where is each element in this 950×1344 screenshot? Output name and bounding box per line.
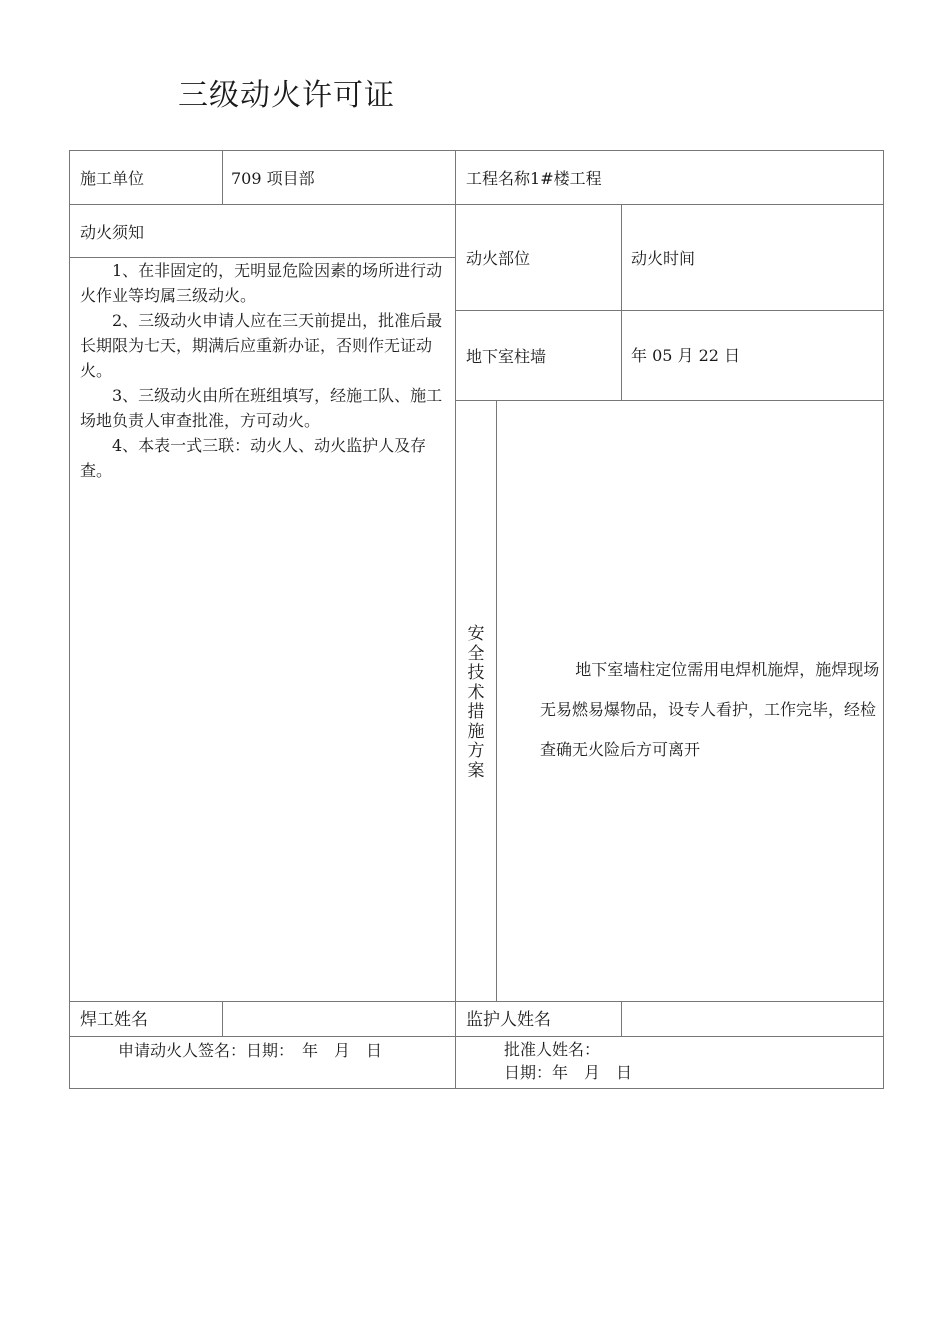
safety-measures-label: 安全技术措施方案 — [467, 624, 485, 781]
table-line — [496, 400, 497, 1001]
table-line — [456, 400, 884, 401]
table-line — [883, 150, 884, 1089]
approver-date: 日期：年 月 日 — [504, 1063, 633, 1082]
table-line — [69, 150, 70, 1089]
fire-time-label: 动火时间 — [631, 249, 696, 268]
project-label: 工程名称 — [466, 169, 531, 188]
project-value: 1#楼工程 — [530, 169, 602, 188]
notice-item: 3、三级动火由所在班组填写，经施工队、施工场地负责人审查批准，方可动火。 — [80, 386, 443, 430]
table-line — [69, 1036, 884, 1037]
supervisor-name-label: 监护人姓名 — [466, 1010, 551, 1030]
notice-item: 4、本表一式三联：动火人、动火监护人及存查。 — [80, 436, 427, 480]
project-name-field — [466, 169, 602, 189]
welder-name-label: 焊工姓名 — [80, 1010, 148, 1030]
unit-label: 施工单位 — [80, 169, 145, 188]
table-line — [621, 1001, 622, 1036]
table-line — [69, 1001, 884, 1002]
unit-value: 709 项目部 — [231, 169, 315, 188]
notice-list — [80, 258, 452, 483]
table-line — [222, 150, 223, 204]
safety-measures-text: 地下室墙柱定位需用电焊机施焊，施焊现场无易燃易爆物品，设专人看护，工作完毕，经检查确无火险后方可离开 — [540, 660, 880, 759]
page-title: 三级动火许可证 — [178, 78, 395, 113]
applicant-signature: 申请动火人签名：日期： 年 月 日 — [118, 1041, 383, 1060]
table-line — [222, 1001, 223, 1036]
approver-name-label: 批准人姓名： — [504, 1040, 601, 1059]
table-line — [69, 204, 884, 205]
notice-heading: 动火须知 — [80, 223, 145, 242]
table-line — [69, 1088, 884, 1089]
table-line — [621, 204, 622, 400]
fire-location-value: 地下室柱墙 — [466, 347, 547, 366]
fire-location-label: 动火部位 — [466, 249, 531, 268]
notice-item: 1、在非固定的，无明显危险因素的场所进行动火作业等均属三级动火。 — [80, 261, 443, 305]
fire-time-value: 年 05 月 22 日 — [631, 346, 741, 365]
table-line — [69, 150, 884, 151]
table-line — [456, 310, 884, 311]
table-line — [455, 150, 456, 1089]
notice-item: 2、三级动火申请人应在三天前提出，批准后最长期限为七天，期满后应重新办证，否则作无证动火。 — [80, 311, 443, 380]
